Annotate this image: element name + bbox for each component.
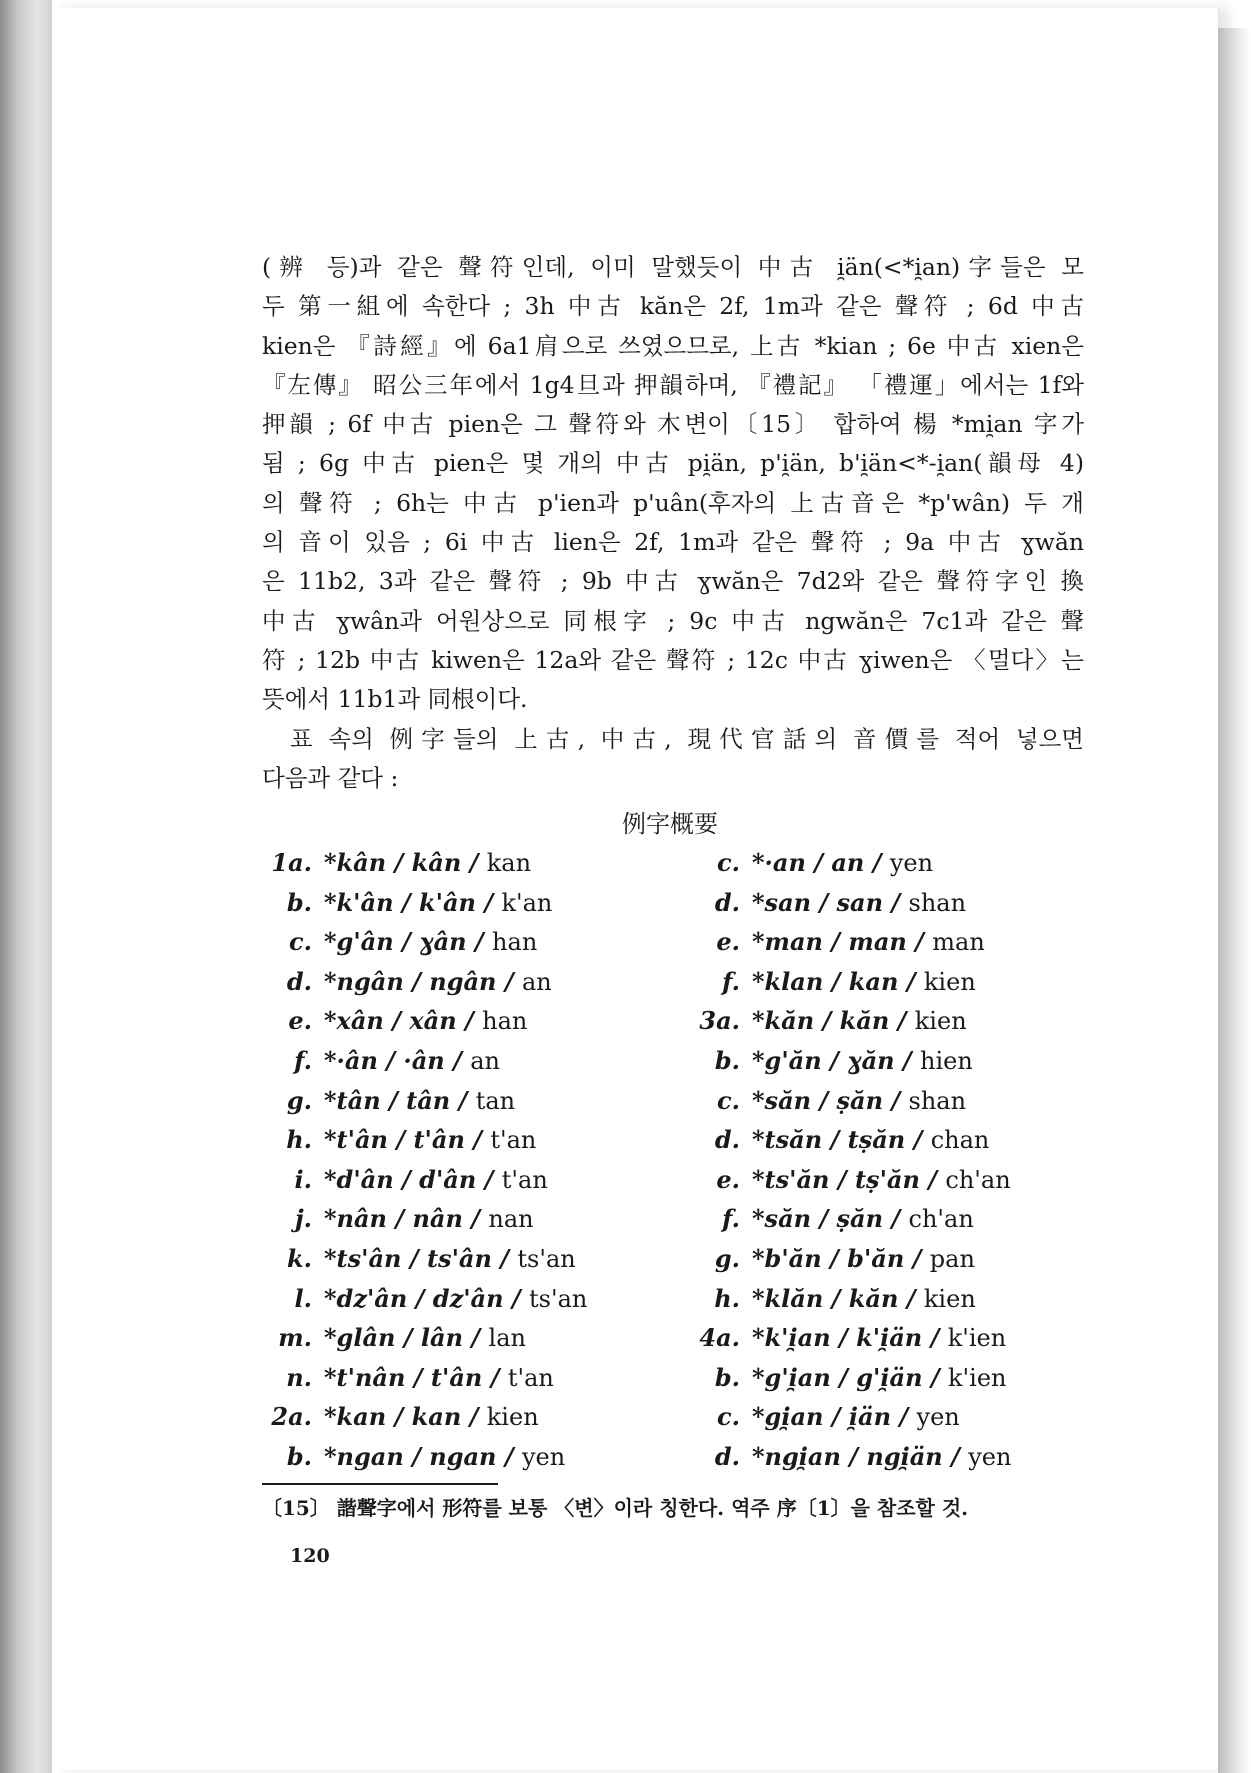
body-line: kien은 『詩經』에 6a1肩으로 쓰였으므로, 上古 *kian ; 6e 中古 xien은 xyxy=(262,331,1084,360)
example-mandarin: t'an xyxy=(501,1165,548,1194)
example-reading: *kăn / kăn / xyxy=(752,1006,915,1036)
example-mandarin: kien xyxy=(923,1284,976,1313)
example-mandarin: han xyxy=(492,928,538,957)
example-label: 3a. xyxy=(699,1006,740,1036)
example-label: h. xyxy=(286,1125,312,1155)
body-line: 표 속의 例字들의 上古, 中古, 現代官話의 音價를 적어 넣으면 xyxy=(290,724,1084,753)
example-label: d. xyxy=(714,887,740,917)
example-reading: *tân / tân / xyxy=(324,1085,476,1115)
example-reading: *man / man / xyxy=(752,927,933,957)
body-line: 은 11b2, 3과 같은 聲符 ; 9b 中古 ɣwăn은 7d2와 같은 聲符字인 換 xyxy=(262,567,1084,596)
example-label: b. xyxy=(714,1362,740,1392)
example-label: b. xyxy=(286,887,312,917)
example-reading: *g'ăn / ɣăn / xyxy=(752,1045,921,1075)
example-row xyxy=(262,1318,587,1358)
example-mandarin: tan xyxy=(475,1086,516,1115)
example-mandarin: pan xyxy=(929,1244,975,1273)
example-mandarin: nan xyxy=(488,1205,534,1234)
example-reading: *ngân / ngân / xyxy=(324,966,522,996)
example-label: f. xyxy=(722,966,740,996)
example-row xyxy=(262,843,587,883)
example-label: f. xyxy=(722,1204,740,1234)
body-line: 符 ; 12b 中古 kiwen은 12a와 같은 聲符 ; 12c 中古 ɣiwen은 〈멀다〉는 xyxy=(262,645,1084,674)
example-label: k. xyxy=(287,1243,312,1273)
example-reading: *k'ân / k'ân / xyxy=(324,887,502,917)
example-reading: *săn / ṣăn / xyxy=(752,1204,909,1234)
body-line: 中古 ɣwân과 어원상으로 同根字 ; 9c 中古 ngwăn은 7c1과 같은 聲 xyxy=(262,606,1084,635)
example-label: n. xyxy=(286,1362,312,1392)
example-mandarin: t'an xyxy=(490,1126,537,1155)
example-row xyxy=(262,1437,587,1477)
example-row xyxy=(690,883,1011,923)
example-mandarin: kien xyxy=(486,1403,539,1432)
example-reading: *t'nân / t'ân / xyxy=(324,1362,508,1392)
example-label: c. xyxy=(289,927,312,957)
example-mandarin: kan xyxy=(486,849,532,877)
example-mandarin: chan xyxy=(930,1126,990,1155)
body-line: (辨 등)과 같은 聲符인데, 이미 말했듯이 中古 i̯än(<*i̯an)字들은 모 xyxy=(262,253,1084,281)
examples-right-column xyxy=(690,843,1011,1477)
example-label: g. xyxy=(286,1085,312,1115)
example-reading: *b'ăn / b'ăn / xyxy=(752,1243,930,1273)
body-line: 두 第一組에 속한다 ; 3h 中古 kăn은 2f, 1m과 같은 聲符 ; 6d 中古 xyxy=(262,292,1084,321)
example-reading: *tsăn / tṣăn / xyxy=(752,1125,931,1155)
example-row xyxy=(690,1081,1011,1121)
example-mandarin: man xyxy=(932,928,985,957)
example-row xyxy=(262,922,587,962)
body-line: 됨 ; 6g 中古 pien은 몇 개의 中古 pi̯än, p'i̯än, b'i̯än<*-i̯an(韻母 4) xyxy=(262,449,1084,478)
example-reading: *xân / xân / xyxy=(324,1006,483,1036)
example-reading: *dz'ân / dz'ân / xyxy=(324,1283,530,1313)
example-label: c. xyxy=(717,848,740,877)
example-label: e. xyxy=(288,1006,312,1036)
example-row xyxy=(690,1001,1011,1041)
example-label: g. xyxy=(714,1243,740,1273)
example-row xyxy=(262,962,587,1002)
example-row xyxy=(690,843,1011,883)
example-mandarin: kien xyxy=(923,967,976,996)
example-mandarin: ts'an xyxy=(517,1244,576,1273)
example-label: m. xyxy=(278,1323,312,1353)
example-mandarin: hien xyxy=(920,1046,973,1075)
body-line: 『左傳』 昭公三年에서 1g4旦과 押韻하며, 『禮記』 「禮運」에서는 1f와 xyxy=(262,370,1084,399)
example-reading: *g'ân / ɣân / xyxy=(324,927,493,957)
example-reading: *k'i̯an / k'i̯än / xyxy=(752,1323,948,1353)
example-row xyxy=(262,1041,587,1081)
page-number: 120 xyxy=(290,1545,330,1567)
examples-left-column xyxy=(262,843,587,1477)
example-row xyxy=(690,1041,1011,1081)
example-label: b. xyxy=(286,1441,312,1471)
example-reading: *t'ân / t'ân / xyxy=(324,1125,491,1155)
example-label: e. xyxy=(716,927,740,957)
example-mandarin: k'ien xyxy=(948,1363,1007,1392)
example-row xyxy=(690,962,1011,1002)
example-mandarin: lan xyxy=(488,1324,526,1353)
example-mandarin: ts'an xyxy=(529,1284,588,1313)
example-row xyxy=(262,1120,587,1160)
example-label: d. xyxy=(714,1125,740,1155)
example-mandarin: an xyxy=(521,967,552,996)
example-reading: *ts'ăn / tṣ'ăn / xyxy=(752,1164,946,1194)
example-row xyxy=(690,1397,1011,1437)
example-row xyxy=(262,1081,587,1121)
example-mandarin: yen xyxy=(968,1442,1012,1471)
example-row xyxy=(690,1437,1011,1477)
example-mandarin: ch'an xyxy=(945,1165,1011,1194)
example-row xyxy=(262,1358,587,1398)
body-line: 押韻 ; 6f 中古 pien은 그 聲符와 木변이〔15〕 합하여 楊 *mi̯an 字가 xyxy=(262,410,1084,439)
example-mandarin: yen xyxy=(521,1442,566,1471)
example-label: b. xyxy=(714,1045,740,1075)
example-label: d. xyxy=(286,966,312,996)
example-row xyxy=(262,1001,587,1041)
example-reading: *kan / kan / xyxy=(324,1402,487,1432)
example-label: h. xyxy=(714,1283,740,1313)
example-row xyxy=(262,1160,587,1200)
example-reading: *glân / lân / xyxy=(324,1323,489,1353)
example-reading: *kân / kân / xyxy=(324,848,487,877)
footnote: 〔15〕 諧聲字에서 形符를 보통 〈변〉이라 칭한다. 역주 序〔1〕을 참조할 것. xyxy=(262,1496,969,1520)
example-row xyxy=(262,883,587,923)
example-mandarin: t'an xyxy=(507,1363,554,1392)
example-label: 2a. xyxy=(271,1402,312,1432)
example-reading: *san / san / xyxy=(752,887,909,917)
body-line: 다음과 같다 : xyxy=(262,763,399,792)
example-row xyxy=(262,1239,587,1279)
example-mandarin: kien xyxy=(914,1007,967,1036)
example-label: j. xyxy=(294,1204,312,1234)
example-reading: *·an / an / xyxy=(752,848,890,877)
example-row xyxy=(262,1279,587,1319)
body-line: 의 聲符 ; 6h는 中古 p'ien과 p'uân(후자의 上古音은 *p'wân) 두 개 xyxy=(262,488,1084,517)
example-mandarin: yen xyxy=(889,849,934,877)
footnote-rule xyxy=(262,1483,498,1485)
example-row xyxy=(690,1199,1011,1239)
example-label: c. xyxy=(717,1402,740,1432)
example-reading: *d'ân / d'ân / xyxy=(324,1164,502,1194)
example-mandarin: han xyxy=(482,1007,528,1036)
example-label: i. xyxy=(294,1164,312,1194)
example-reading: *ngan / ngan / xyxy=(324,1441,522,1471)
example-reading: *ts'ân / ts'ân / xyxy=(324,1243,518,1273)
example-reading: *gi̯an / i̯än / xyxy=(752,1402,917,1432)
body-line: 뜻에서 11b1과 同根이다. xyxy=(262,685,528,714)
example-label: 1a. xyxy=(271,848,312,877)
example-mandarin: shan xyxy=(908,1086,967,1115)
example-label: d. xyxy=(714,1441,740,1471)
table-title: 例字概要 xyxy=(622,810,718,838)
body-line: 의 音이 있음 ; 6i 中古 lien은 2f, 1m과 같은 聲符 ; 9a 中古 ɣwăn xyxy=(262,528,1084,557)
example-label: 4a. xyxy=(699,1323,740,1353)
example-mandarin: k'ien xyxy=(947,1324,1007,1353)
example-label: c. xyxy=(717,1085,740,1115)
example-row xyxy=(690,922,1011,962)
example-row xyxy=(690,1358,1011,1398)
page-edge-shadow xyxy=(1218,28,1251,1773)
example-label: l. xyxy=(294,1283,312,1313)
book-spine xyxy=(0,0,52,1773)
example-reading: *ngi̯an / ngi̯än / xyxy=(752,1441,969,1471)
example-mandarin: k'an xyxy=(501,888,553,917)
example-label: e. xyxy=(716,1164,740,1194)
example-reading: *klan / kan / xyxy=(752,966,924,996)
example-row xyxy=(690,1279,1011,1319)
example-row xyxy=(690,1239,1011,1279)
example-mandarin: shan xyxy=(908,888,967,917)
example-row xyxy=(262,1397,587,1437)
example-row xyxy=(690,1160,1011,1200)
body-text xyxy=(262,248,1084,798)
example-row xyxy=(262,1199,587,1239)
example-mandarin: yen xyxy=(916,1403,960,1432)
example-row xyxy=(690,1318,1011,1358)
example-reading: *·ân / ·ân / xyxy=(324,1045,471,1075)
example-mandarin: ch'an xyxy=(908,1205,974,1234)
example-reading: *klăn / kăn / xyxy=(752,1283,924,1313)
example-reading: *nân / nân / xyxy=(324,1204,489,1234)
example-reading: *g'i̯an / g'i̯än / xyxy=(752,1362,948,1392)
example-row xyxy=(690,1120,1011,1160)
example-label: f. xyxy=(294,1045,312,1075)
example-mandarin: an xyxy=(470,1046,500,1075)
example-reading: *săn / ṣăn / xyxy=(752,1085,909,1115)
